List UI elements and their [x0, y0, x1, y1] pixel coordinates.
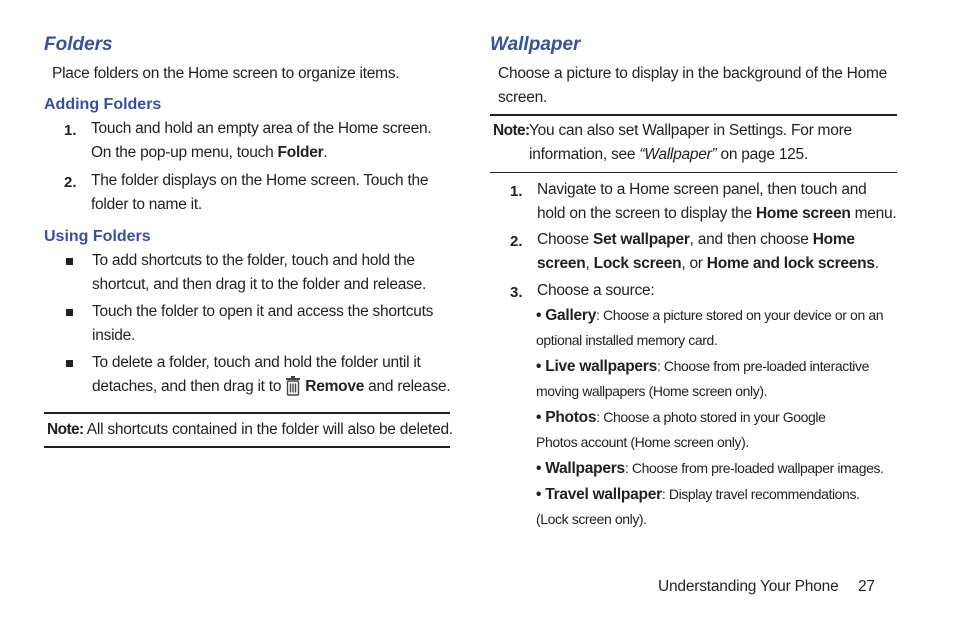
- using-bullet-2: Touch the folder to open it and access the shortcuts inside.: [92, 303, 434, 344]
- source-gallery: [536, 303, 894, 353]
- square-bullet-icon: [66, 258, 73, 265]
- step-number: 2.: [64, 174, 77, 191]
- source-desc: : Choose from pre-loaded interactive moving wallpapers (Home screen only).: [536, 358, 870, 399]
- set-wallpaper-term: Set wallpaper: [592, 231, 690, 248]
- source-name: Photos: [545, 409, 597, 426]
- wallpaper-note: [529, 119, 889, 167]
- source-desc: : Choose a photo stored in your Google Photos account (Home screen only).: [536, 409, 826, 450]
- folder-note: [47, 418, 453, 442]
- wallpaper-heading: Wallpaper: [490, 34, 581, 55]
- note-text: You can also set Wallpaper in Settings. For more information, see: [529, 122, 852, 163]
- wallpaper-intro: Choose a picture to display in the background of the Home screen.: [498, 65, 887, 106]
- adding-step-2: The folder displays on the Home screen. Touch the folder to name it.: [91, 172, 429, 213]
- step-number: 3.: [510, 284, 523, 301]
- source-live-wallpapers: [536, 354, 894, 404]
- note-label: Note:: [493, 122, 530, 139]
- step-text: , and then choose: [689, 231, 813, 248]
- step-number: 1.: [64, 122, 77, 139]
- footer-section: Understanding Your Phone: [658, 578, 839, 595]
- wallpaper-step-2: [537, 228, 897, 276]
- source-name: Live wallpapers: [545, 358, 657, 375]
- wallpaper-step-1: [537, 178, 897, 226]
- bullet: •: [536, 358, 542, 375]
- square-bullet-icon: [66, 360, 73, 367]
- note-bottom-rule: [44, 446, 450, 448]
- remove-term: Remove: [305, 378, 365, 395]
- wallpaper-step-3: Choose a source:: [537, 282, 655, 299]
- source-wallpapers: [536, 456, 896, 481]
- step-text: ,: [585, 255, 594, 272]
- adding-step-1: [91, 117, 441, 165]
- source-name: Travel wallpaper: [545, 486, 662, 503]
- adding-folders-heading: Adding Folders: [44, 96, 162, 113]
- bullet: •: [536, 486, 542, 503]
- using-bullet-3: [92, 351, 452, 399]
- trash-icon: [285, 376, 301, 396]
- home-screen-term: Home screen: [755, 205, 851, 222]
- step-text-end: menu.: [850, 205, 897, 222]
- lock-screen-option: Lock screen: [593, 255, 682, 272]
- folder-term: Folder: [277, 144, 324, 161]
- bullet: •: [536, 409, 542, 426]
- folders-heading: Folders: [44, 34, 113, 55]
- step-text: Touch and hold an empty area of the Home screen. On the pop-up menu, touch: [91, 120, 432, 161]
- note-text-end: on page 125.: [716, 146, 808, 163]
- note-bottom-rule: [490, 172, 897, 173]
- square-bullet-icon: [66, 309, 73, 316]
- bullet-text-end: and release.: [364, 378, 451, 395]
- source-desc: : Choose a picture stored on your device or on an optional installed memory card.: [536, 307, 884, 348]
- source-name: Wallpapers: [545, 460, 625, 477]
- using-bullet-1: To add shortcuts to the folder, touch and hold the shortcut, and then drag it to the folder and release.: [92, 252, 427, 293]
- step-text-end: .: [323, 144, 328, 161]
- step-text: .: [874, 255, 879, 272]
- page-number: 27: [858, 578, 875, 595]
- source-photos: [536, 405, 866, 455]
- source-name: Gallery: [545, 307, 597, 324]
- note-top-rule: [490, 114, 897, 116]
- home-screen-option: Home screen: [537, 231, 855, 272]
- wallpaper-reference: “Wallpaper”: [639, 146, 717, 163]
- source-desc: : Display travel recommendations. (Lock screen only).: [536, 486, 860, 527]
- folders-intro: Place folders on the Home screen to organize items.: [52, 65, 400, 82]
- step-number: 1.: [510, 183, 523, 200]
- step-text: Choose: [537, 231, 593, 248]
- source-travel-wallpaper: [536, 482, 894, 532]
- step-text: Navigate to a Home screen panel, then touch and hold on the screen to display the: [537, 181, 867, 222]
- step-number: 2.: [510, 233, 523, 250]
- bullet: •: [536, 460, 542, 477]
- note-text: All shortcuts contained in the folder will also be deleted.: [83, 421, 453, 438]
- note-label: Note:: [47, 421, 84, 438]
- home-and-lock-option: Home and lock screens: [706, 255, 875, 272]
- bullet: •: [536, 307, 542, 324]
- bullet-text: To delete a folder, touch and hold the folder until it detaches, and then drag it to: [92, 354, 421, 395]
- step-text: , or: [681, 255, 707, 272]
- using-folders-heading: Using Folders: [44, 228, 151, 245]
- source-desc: : Choose from pre-loaded wallpaper images.: [624, 460, 884, 476]
- note-top-rule: [44, 412, 450, 414]
